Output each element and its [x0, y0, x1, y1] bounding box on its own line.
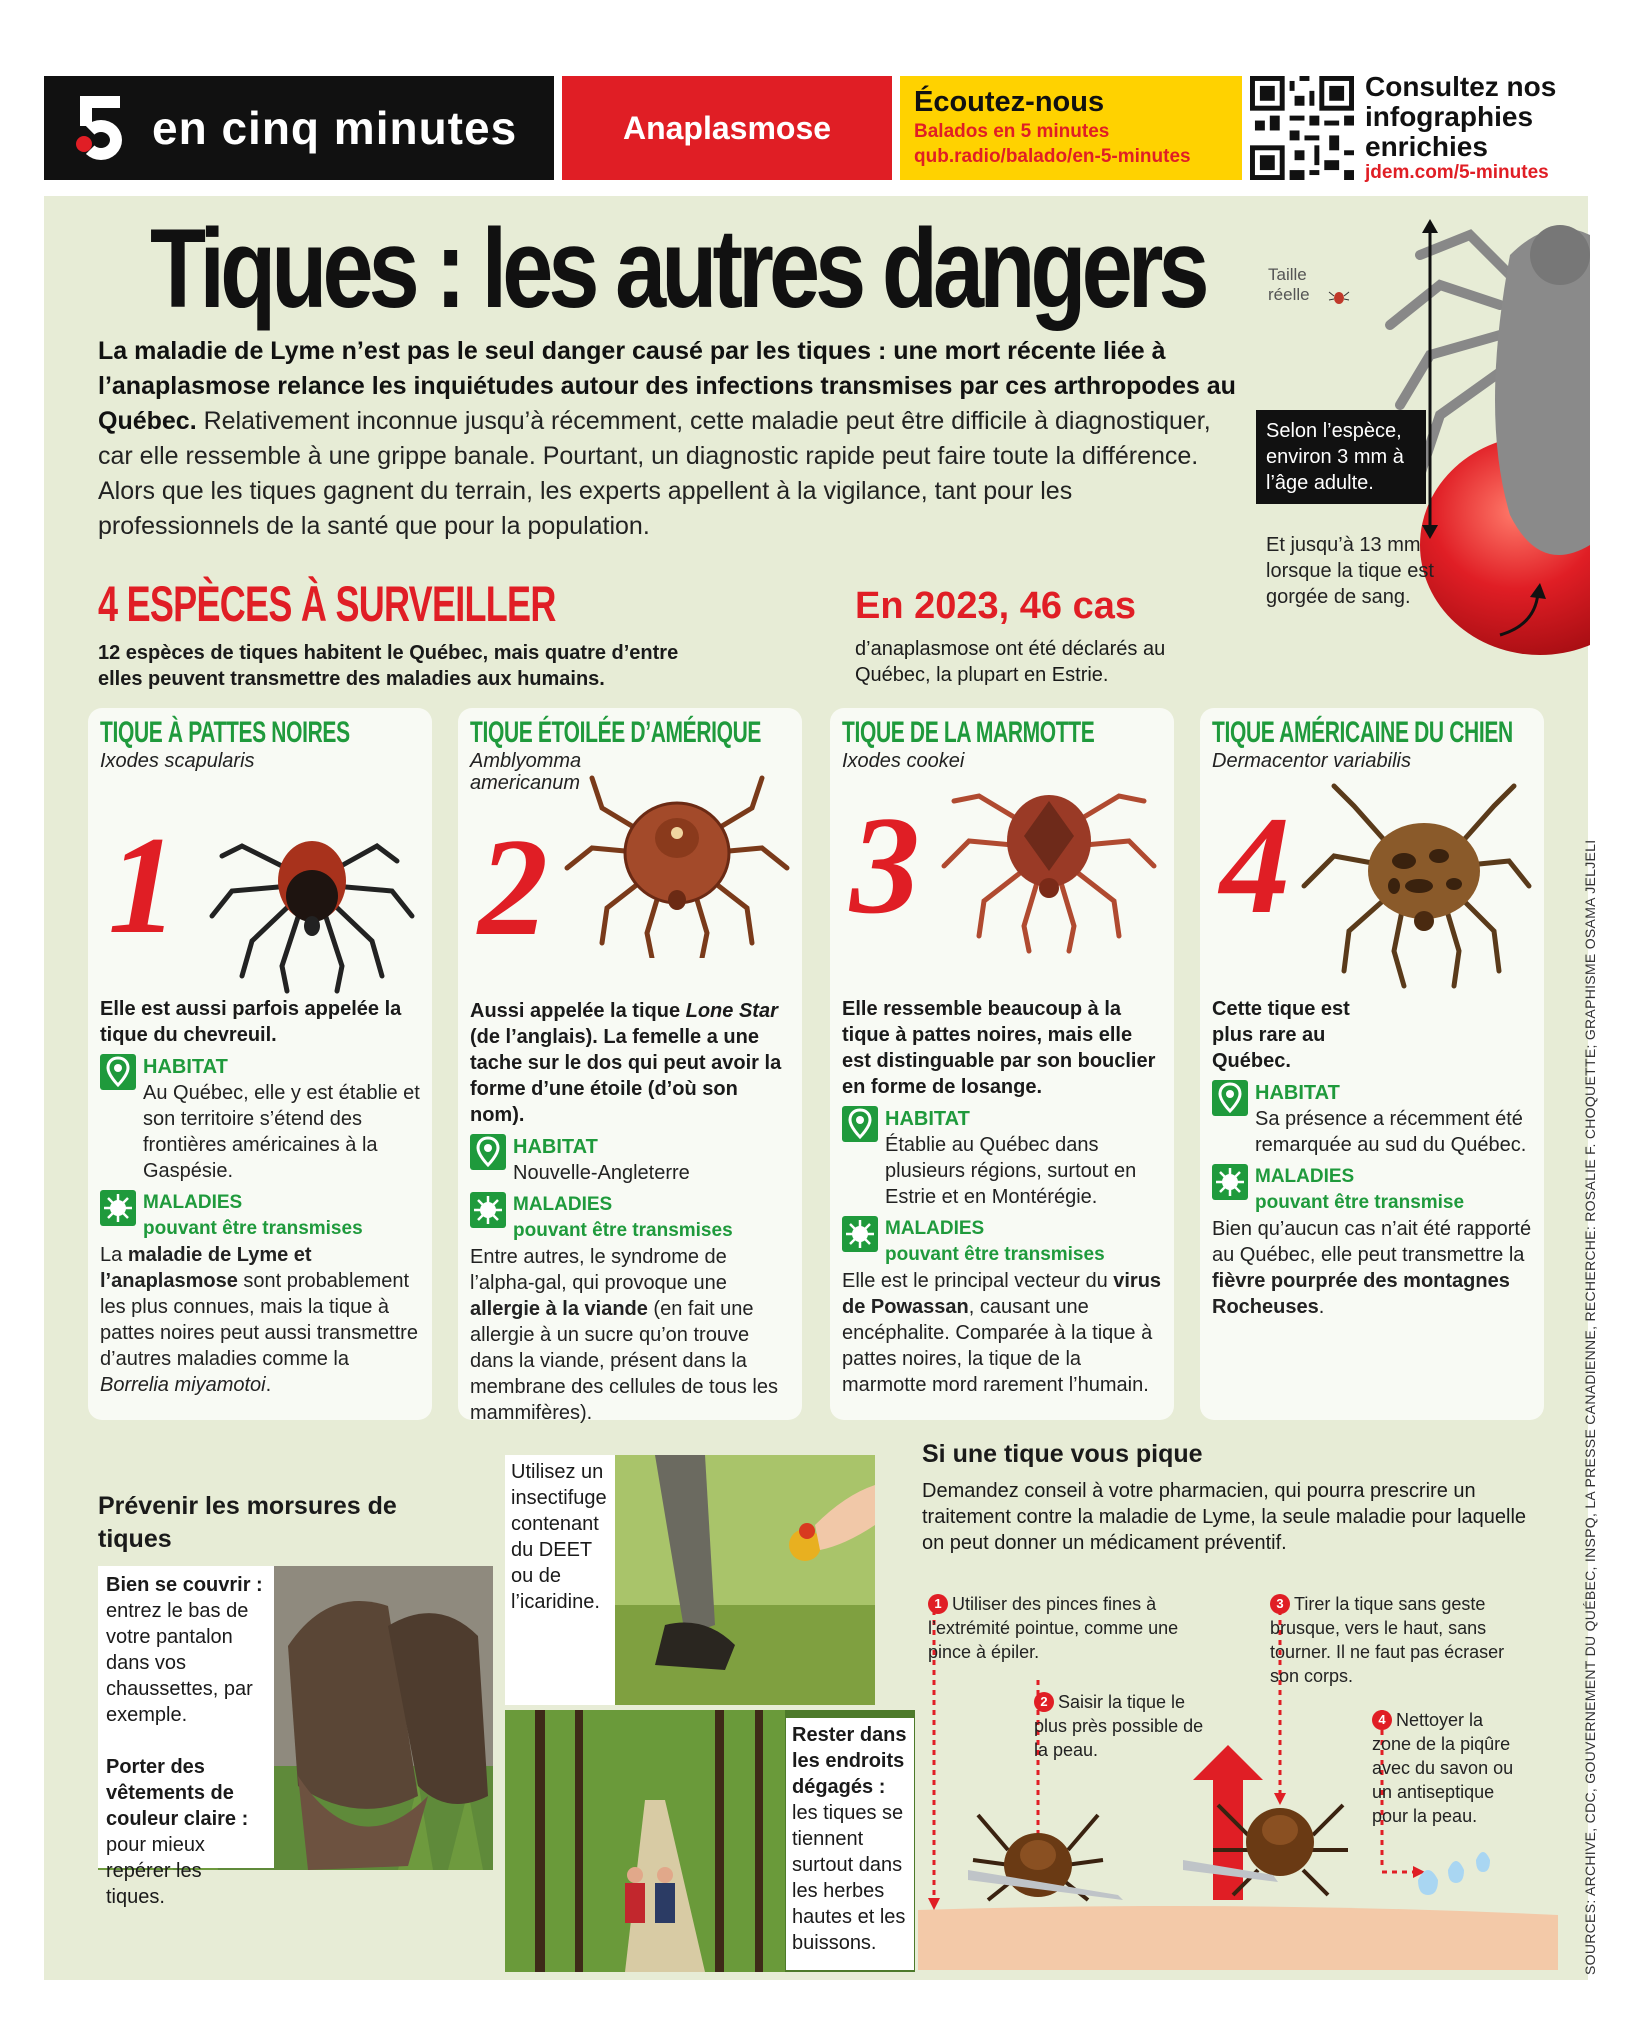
- species-section-title: 4 ESPÈCES À SURVEILLER: [98, 576, 556, 632]
- tip-text: entrez le bas de votre pantalon dans vos chaussettes, par exemple.: [106, 1600, 253, 1726]
- tiny-tick-icon: [1328, 288, 1350, 306]
- cases-stat: En 2023, 46 cas: [855, 585, 1136, 627]
- species-desc: [470, 998, 792, 1128]
- diseases-part: Elle est le principal vecteur du: [842, 1270, 1114, 1292]
- diseases-part: sont probablement les plus connues, mais la tique à pattes noires peut aussi transmettre d’autres maladies comme la: [100, 1270, 418, 1370]
- diseases-highlight: virus de Powassan: [842, 1270, 1162, 1318]
- habitat-section: [100, 1054, 422, 1184]
- step-number: 3: [1270, 1594, 1290, 1614]
- brand-name: en cinq minutes: [152, 102, 518, 154]
- diseases-part: (en fait une allergie à un sucre qu’on trouve dans la viande, présent dans la membrane des cellules de tous les mammifères).: [470, 1298, 778, 1424]
- species-hero: [100, 776, 422, 996]
- species-card: [830, 708, 1174, 1420]
- real-size-line: Taille: [1268, 265, 1307, 284]
- diseases-heading: MALADIES: [885, 1218, 985, 1239]
- species-latin: Ixodes cookei: [842, 750, 965, 772]
- diseases-heading: MALADIES: [513, 1194, 613, 1215]
- desc-part: Aussi appelée la tique: [470, 1000, 686, 1022]
- step-number: 4: [1372, 1710, 1392, 1730]
- diseases-heading: MALADIES: [143, 1192, 243, 1213]
- species-number: 2: [478, 810, 548, 965]
- more-url[interactable]: jdem.com/5-minutes: [1365, 162, 1549, 183]
- habitat-text: Au Québec, elle y est établie et son territoire s’étend des frontières américaines à la Gaspésie.: [143, 1082, 420, 1182]
- open-area-tip: [786, 1718, 914, 1970]
- virus-icon: [470, 1192, 506, 1228]
- more-line: enrichies: [1365, 131, 1488, 162]
- habitat-text: Nouvelle-Angleterre: [513, 1162, 690, 1184]
- location-pin-icon: [470, 1134, 506, 1170]
- diseases-italic: Borrelia miyamotoi: [100, 1374, 266, 1396]
- diseases-subheading: pouvant être transmises: [885, 1244, 1105, 1265]
- tip-text: les tiques se tiennent surtout dans les herbes hautes et les buissons.: [792, 1802, 906, 1954]
- species-latin: Amblyomma americanum: [470, 750, 582, 794]
- diseases-text: [1212, 1216, 1534, 1320]
- cover-up-tip: [98, 1566, 274, 1908]
- desc-italic: Lone Star: [685, 1000, 778, 1022]
- species-name: TIQUE ÉTOILÉE D’AMÉRIQUE: [470, 716, 762, 749]
- podcast-line: Balados en 5 minutes: [914, 121, 1110, 142]
- step-text: Tirer la tique sans geste brusque, vers le haut, sans tourner. Il ne faut pas écraser son corps.: [1270, 1594, 1505, 1686]
- diseases-subheading: pouvant être transmises: [513, 1220, 733, 1241]
- removal-step: [928, 1592, 1208, 1664]
- species-card: [1200, 708, 1544, 1420]
- species-desc: Elle ressemble beaucoup à la tique à pattes noires, mais elle est distinguable par son bouclier en forme de losange.: [842, 998, 1156, 1098]
- species-desc: Elle est aussi parfois appelée la tique du chevreuil.: [100, 998, 402, 1046]
- gorged-size-note: Et jusqu’à 13 mm lorsque la tique est gorgée de sang.: [1266, 534, 1434, 608]
- habitat-heading: HABITAT: [513, 1136, 598, 1158]
- species-name: TIQUE AMÉRICAINE DU CHIEN: [1212, 716, 1513, 749]
- step-number: 1: [928, 1594, 948, 1614]
- intro-body: Relativement inconnue jusqu’à récemment, cette maladie peut être difficile à diagnostiquer, car elle ressemble à une grippe banale. Pourtant, un diagnostic rapide peut faire toute la différence. Alors que les tiques gagnent du terrain, les experts appellent à la vigilance, tant pour les professionnels de la santé que pour la population.: [98, 407, 1211, 540]
- diseases-part: .: [1318, 1296, 1325, 1318]
- species-latin: Ixodes scapularis: [100, 750, 255, 772]
- species-card: [458, 708, 802, 1424]
- habitat-section: [842, 1106, 1164, 1210]
- diseases-section: [470, 1192, 792, 1244]
- bite-advice: Demandez conseil à votre pharmacien, qui pourra prescrire un traitement contre la maladie de Lyme, la seule maladie pour laquelle on peut donner un médicament préventif.: [922, 1480, 1527, 1554]
- diseases-text: [100, 1242, 422, 1398]
- species-name: TIQUE À PATTES NOIRES: [100, 716, 350, 749]
- species-name: TIQUE DE LA MARMOTTE: [842, 716, 1095, 749]
- species-hero: [842, 776, 1164, 996]
- step-text: Saisir la tique le plus près possible de la peau.: [1034, 1692, 1204, 1760]
- location-pin-icon: [100, 1054, 136, 1090]
- tip-text: pour mieux repérer les tiques.: [106, 1834, 205, 1908]
- step-text: Utiliser des pinces fines à l’extrémité pointue, comme une pince à épiler.: [928, 1594, 1179, 1662]
- diseases-text: [470, 1244, 792, 1426]
- diseases-section: [100, 1190, 422, 1242]
- prevention-title: Prévenir les morsures de tiques: [98, 1492, 397, 1553]
- sources-credits: SOURCES: ARCHIVE, CDC, GOUVERNEMENT DU QUÉBEC, INSPQ, LA PRESSE CANADIENNE, RECHERCHE: ROSALIE F. CHOQUETTE; GRAPHISME OSAMA JELJELI: [1582, 839, 1598, 1975]
- tip-bold: Bien se couvrir :: [106, 1574, 263, 1596]
- bite-section-title: Si une tique vous pique: [922, 1440, 1203, 1468]
- diseases-highlight: allergie à la viande: [470, 1298, 648, 1320]
- more-line: infographies: [1365, 101, 1534, 132]
- adult-size-note: Selon l’espèce, environ 3 mm à l’âge adulte.: [1256, 410, 1426, 504]
- groundhog-tick-icon: [934, 756, 1164, 956]
- diseases-heading: MALADIES: [1255, 1166, 1355, 1187]
- species-number: 4: [1220, 788, 1290, 943]
- species-subtitle: 12 espèces de tiques habitent le Québec, mais quatre d’entre elles peuvent transmettre des maladies aux humains.: [98, 642, 679, 690]
- species-card: [88, 708, 432, 1420]
- diseases-subheading: pouvant être transmises: [143, 1218, 363, 1239]
- habitat-heading: HABITAT: [1255, 1082, 1340, 1104]
- diseases-subheading: pouvant être transmise: [1255, 1192, 1465, 1213]
- diseases-part: Entre autres, le syndrome de l’alpha-gal, qui provoque une: [470, 1246, 727, 1294]
- desc-part: (de l’anglais). La femelle a une tache sur le dos qui peut avoir la forme d’une étoile (d’où son nom).: [470, 1026, 782, 1126]
- species-desc: Cette tique est plus rare au Québec.: [1212, 998, 1350, 1072]
- qr-code-icon[interactable]: [1250, 76, 1354, 180]
- diseases-highlight: maladie de Lyme et l’anaplasmose: [100, 1244, 312, 1292]
- habitat-heading: HABITAT: [143, 1056, 228, 1078]
- podcast-url[interactable]: qub.radio/balado/en-5-minutes: [914, 146, 1191, 167]
- cases-description: d’anaplasmose ont été déclarés au Québec, la plupart en Estrie.: [855, 638, 1166, 686]
- habitat-text: Sa présence a récemment été remarquée au sud du Québec.: [1255, 1108, 1527, 1156]
- habitat-section: [1212, 1080, 1534, 1158]
- virus-icon: [842, 1216, 878, 1252]
- five-logo-icon: [74, 96, 126, 160]
- virus-icon: [100, 1190, 136, 1226]
- black-legged-tick-icon: [202, 776, 422, 996]
- real-size-line: réelle: [1268, 285, 1310, 304]
- podcast-box: [900, 76, 1242, 180]
- diseases-section: [842, 1216, 1164, 1268]
- tip-bold: Porter des vêtements de couleur claire :: [106, 1756, 249, 1830]
- more-line: Consultez nos: [1365, 71, 1557, 102]
- species-hero: [470, 798, 792, 998]
- repellent-tip: Utilisez un insectifuge contenant du DEET ou de l’icaridine.: [505, 1455, 615, 1705]
- removal-step: [1034, 1690, 1214, 1762]
- dog-tick-icon: [1294, 766, 1534, 996]
- topic-tag: Anaplasmose: [562, 76, 892, 180]
- habitat-section: [470, 1134, 792, 1186]
- species-number: 3: [850, 788, 920, 943]
- diseases-section: [1212, 1164, 1534, 1216]
- species-number: 1: [108, 808, 178, 963]
- species-latin: Dermacentor variabilis: [1212, 750, 1411, 772]
- real-size-label: [1268, 265, 1310, 305]
- habitat-text: Établie au Québec dans plusieurs régions, surtout en Estrie et en Montérégie.: [885, 1134, 1137, 1208]
- enriched-infographics-box: [1365, 72, 1605, 184]
- lone-star-tick-icon: [562, 758, 792, 958]
- virus-icon: [1212, 1164, 1248, 1200]
- removal-step: [1372, 1708, 1522, 1828]
- page-title: Tiques : les autres dangers: [150, 206, 1205, 331]
- brand-bar: [44, 76, 554, 180]
- diseases-part: .: [265, 1374, 272, 1396]
- removal-step: [1270, 1592, 1530, 1688]
- habitat-heading: HABITAT: [885, 1108, 970, 1130]
- tip-bold: Rester dans les endroits dégagés :: [792, 1724, 907, 1798]
- diseases-part: , causant une encéphalite. Comparée à la tique à pattes noires, la tique de la marmotte mord rarement l’humain.: [842, 1296, 1153, 1396]
- step-number: 2: [1034, 1692, 1054, 1712]
- species-hero: [1212, 776, 1534, 996]
- step-text: Nettoyer la zone de la piqûre avec du savon ou un antiseptique pour la peau.: [1372, 1710, 1514, 1826]
- diseases-highlight: fièvre pourprée des montagnes Rocheuses: [1212, 1270, 1510, 1318]
- diseases-part: Bien qu’aucun cas n’ait été rapporté au Québec, elle peut transmettre la: [1212, 1218, 1532, 1266]
- diseases-text: [842, 1268, 1164, 1398]
- intro-lead: La maladie de Lyme n’est pas le seul danger causé par les tiques : une mort récente liée à l’anaplasmose relance les inquiétudes autour des infections transmises par ces arthropodes au Québec.: [98, 337, 1236, 435]
- location-pin-icon: [842, 1106, 878, 1142]
- diseases-part: La: [100, 1244, 128, 1266]
- intro-paragraph: [98, 334, 1238, 544]
- location-pin-icon: [1212, 1080, 1248, 1116]
- podcast-title: Écoutez-nous: [914, 86, 1105, 118]
